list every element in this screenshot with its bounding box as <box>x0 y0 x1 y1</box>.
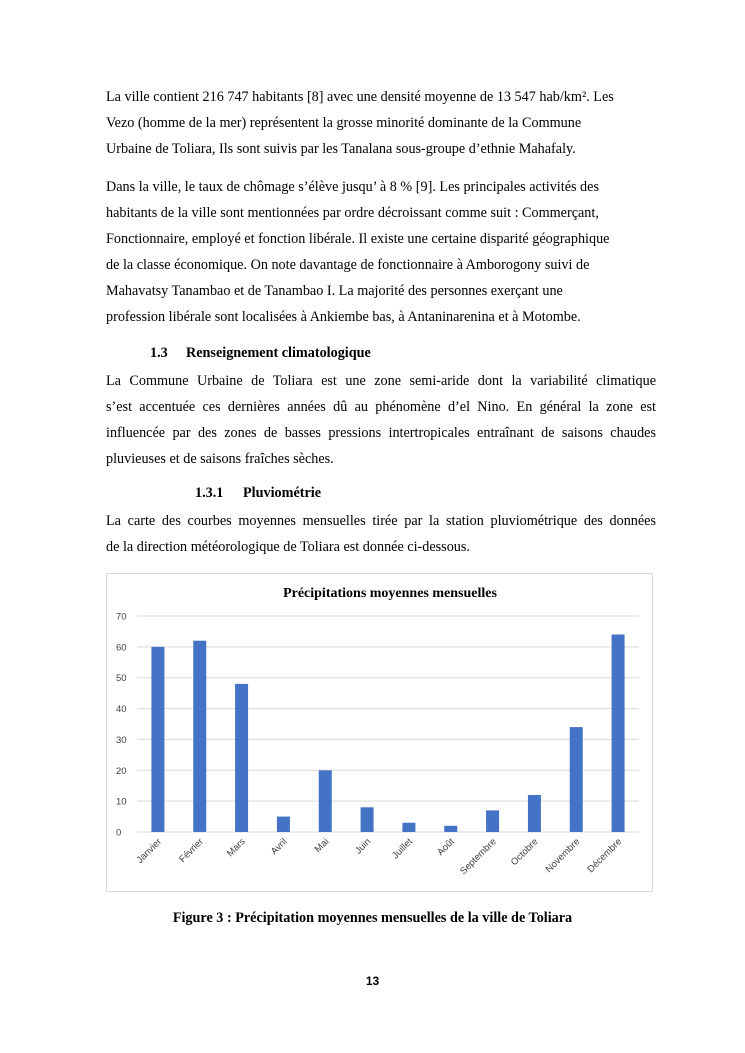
text-line: profession libérale sont localisées à Ankiembe bas, à Antaninarenina et à Motombe. <box>106 309 581 325</box>
x-tick-label: Juillet <box>390 836 416 862</box>
precipitation-chart <box>106 573 653 892</box>
x-tick-label: Août <box>435 836 457 858</box>
y-tick-label: 40 <box>116 704 127 716</box>
text-line: de la classe économique. On note davantage de fonctionnaire à Amborogony suivi de <box>106 257 590 273</box>
section-title: Renseignement climatologique <box>186 345 371 361</box>
section-number: 1.3 <box>150 345 168 361</box>
bar <box>319 770 332 832</box>
x-tick-label: Mai <box>312 836 332 855</box>
chart-canvas <box>107 574 654 893</box>
paragraph-climate <box>106 368 656 472</box>
text-line: La Commune Urbaine de Toliara est une zone semi-aride dont la variabilité climatique <box>106 373 656 389</box>
bar <box>486 810 499 832</box>
paragraph-population <box>106 84 656 162</box>
text-line: La ville contient 216 747 habitants [8] avec une densité moyenne de 13 547 hab/km². Les <box>106 89 614 105</box>
y-tick-label: 60 <box>116 642 127 654</box>
text-line: s’est accentuée ces dernières années dû au phénomène d’el Nino. En général la zone est <box>106 399 656 415</box>
text-line: habitants de la ville sont mentionnées par ordre décroissant comme suit : Commerçant, <box>106 205 599 221</box>
bar <box>528 795 541 832</box>
bar <box>193 641 206 832</box>
text-line: Urbaine de Toliara, Ils sont suivis par les Tanalana sous-groupe d’ethnie Mahafaly. <box>106 141 576 157</box>
figure-caption: Figure 3 : Précipitation moyennes mensuelles de la ville de Toliara <box>172 910 573 926</box>
text-line: Dans la ville, le taux de chômage s’élève jusqu’ à 8 % [9]. Les principales activités des <box>106 179 599 195</box>
text-line: Vezo (homme de la mer) représentent la grosse minorité dominante de la Commune <box>106 115 582 131</box>
bar <box>277 817 290 832</box>
text-line: influencée par des zones de basses pressions intertropicales entraînant de saisons chaudes <box>106 425 656 441</box>
section-heading-1-3 <box>150 345 371 362</box>
bar <box>361 807 374 832</box>
section-number: 1.3.1 <box>195 485 224 501</box>
paragraph-economy <box>106 174 656 330</box>
x-tick-label: Octobre <box>508 836 541 869</box>
bar <box>570 727 583 832</box>
text-line: Mahavatsy Tanambao et de Tanambao I. La majorité des personnes exerçant une <box>106 283 563 299</box>
y-tick-label: 70 <box>116 611 127 623</box>
x-tick-label: Décembre <box>585 836 625 876</box>
bar <box>402 823 415 832</box>
text-line: pluvieuses et de saisons fraîches sèches. <box>106 451 334 467</box>
x-tick-label: Juin <box>353 836 374 857</box>
page-number: 13 <box>365 974 380 988</box>
y-tick-label: 20 <box>116 765 127 777</box>
x-tick-label: Avril <box>268 836 290 858</box>
x-tick-label: Mars <box>224 836 248 860</box>
section-heading-1-3-1 <box>195 485 321 502</box>
text-line: de la direction météorologique de Toliara est donnée ci-dessous. <box>106 539 470 555</box>
x-tick-label: Janvier <box>134 836 165 866</box>
paragraph-pluviometry <box>106 508 656 560</box>
bar <box>612 635 625 832</box>
y-tick-label: 30 <box>116 734 127 746</box>
text-line: La carte des courbes moyennes mensuelles tirée par la station pluviométrique des données <box>106 513 656 529</box>
bar <box>151 647 164 832</box>
y-tick-label: 50 <box>116 673 127 685</box>
y-tick-label: 0 <box>116 827 122 839</box>
bar <box>444 826 457 832</box>
y-tick-label: 10 <box>116 796 127 808</box>
text-line: Fonctionnaire, employé et fonction libérale. Il existe une certaine disparité géographique <box>106 231 610 247</box>
x-tick-label: Février <box>177 836 206 866</box>
bar <box>235 684 248 832</box>
section-title: Pluviométrie <box>243 485 322 501</box>
x-tick-label: Novembre <box>543 836 583 876</box>
chart-title: Précipitations moyennes mensuelles <box>283 586 497 601</box>
x-tick-label: Septembre <box>458 836 499 877</box>
